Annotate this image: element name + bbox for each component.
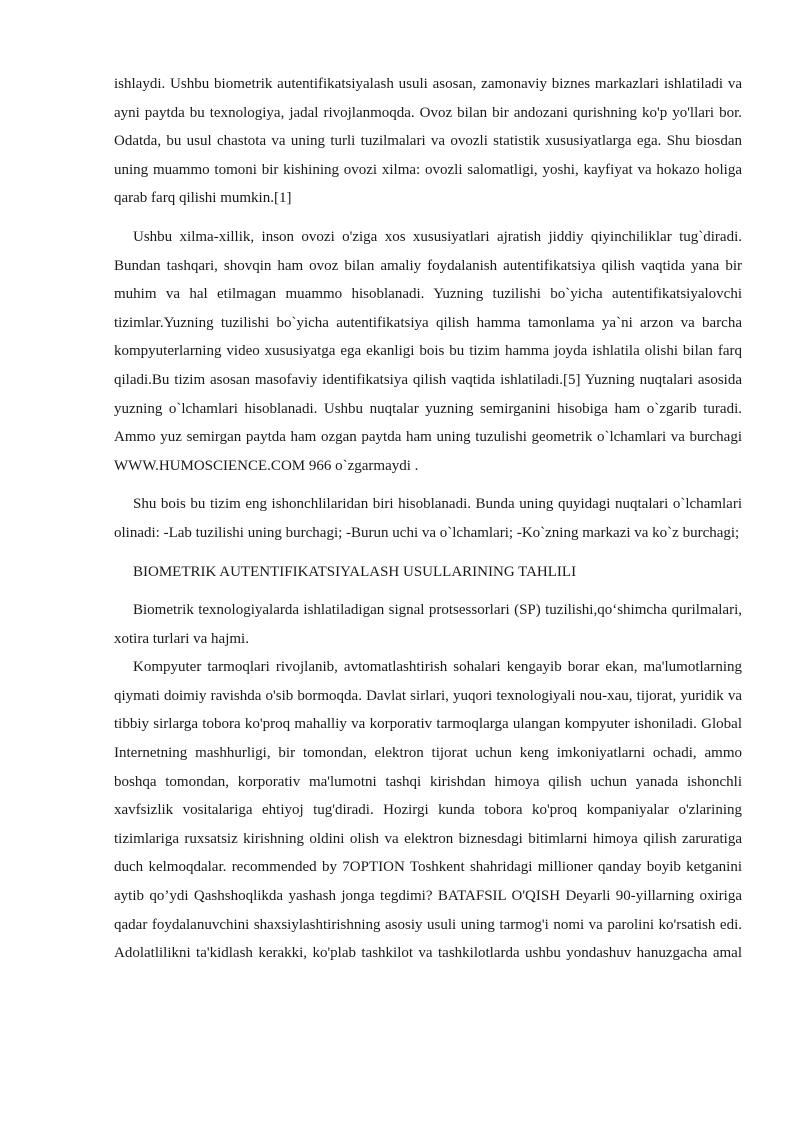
paragraph-signal-processors: Biometrik texnologiyalarda ishlatiladigan signal protsessorlari (SP) tuzilishi,qo‘shimcha qurilmalari, xotira turlari va hajmi. [114,602,742,647]
section-heading: BIOMETRIK AUTENTIFIKATSIYALASH USULLARINING TAHLILI [133,563,577,580]
paragraph-face-points: Shu bois bu tizim eng ishonchlilaridan biri hisoblanadi. Bunda uning quyidagi nuqtalari o`lchamlari olinadi: -Lab tuzilishi uning burchagi; -Burun uchi va o`lchamlari; -Ko`zning markazi va ko`z burchagi; [114,496,742,541]
paragraph-face-recognition: Ushbu xilma-xillik, inson ovozi o'ziga xos xususiyatlari ajratish jiddiy qiyinchiliklar tug`diradi. Bundan tashqari, shovqin ham ovoz bilan amaliy foydalanish autentifikatsiya qilish vaqtida yana bir muhim va hal etilmagan muammo hisoblanadi. Yuzning tuzilishi bo`yicha autentifikatsiyalovchi tizimlar.Yuzning tuzilishi bo`yicha autentifikatsiya qilish hamma tamonlama ya`ni arzon va barcha kompyuterlarning video xususiyatga ega ekanligi bois bu tizim hamma joyda ishlatila olishi bilan farq qiladi.Bu tizim asosan masofaviy identifikatsiya qilish vaqtida ishlatiladi.[5] Yuzning nuqtalari asosida yuzning o`lchamlari hisoblanadi. Ushbu nuqtalar yuzning semirganini hisobiga ham o`zgarib turadi. Ammo yuz semirgan paytda ham ozgan paytda ham uning tuzulishi geometrik o`lchamlari va burchagi WWW.HUMOSCIENCE.COM 966 o`zgarmaydi . [114,228,742,474]
paragraph-voice-biometrics: ishlaydi. Ushbu biometrik autentifikatsiyalash usuli asosan, zamonaviy biznes markazlari ishlatiladi va ayni paytda bu texnologiya, jadal rivojlanmoqda. Ovoz bilan bir andozani qurishning ko'p yo'llari bor. Odatda, bu usul chastota va uning turli tuzilmalari va ovozli statistik xususiyatlarga ega. Shu biosdan uning muammo tomoni bir kishining ovozi xilma: ovozli salomatligi, yoshi, kayfiyat va hokazo holiga qarab farq qilishi mumkin.[1] [114,76,742,207]
document-page [114,70,742,968]
paragraph-computer-networks: Kompyuter tarmoqlari rivojlanib, avtomatlashtirish sohalari kengayib borar ekan, ma'lumotlarning qiymati doimiy ravishda o'sib bormoqda. Davlat sirlari, yuqori texnologiyali nou-xau, tijorat, yuridik va tibbiy sirlarga tobora ko'proq mahalliy va korporativ tarmoqlarga ulangan kompyuter ishoniladi. Global Internetning mashhurligi, bir tomondan, elektron tijorat uchun keng imkoniyatlarni ochadi, ammo boshqa tomondan, korporativ ma'lumotni tashqi kirishdan himoya qilish uchun yanada ishonchli xavfsizlik vositalariga ehtiyoj tug'diradi. Hozirgi kunda tobora ko'proq kompaniyalar o'zlarining tizimlariga ruxsatsiz kirishning oldini olish va elektron biznesdagi bitimlarni himoya qilish zaruratiga duch kelmoqdalar. recommended by 7OPTION Toshkent shahridagi millioner qanday boyib ketganini aytib qo’ydi Qashshoqlikda yashash jonga tegdimi? BATAFSIL O'QISH Deyarli 90-yillarning oxiriga qadar foydalanuvchini shaxsiylashtirishning asosiy usuli uning tarmog'i nomi va parolini ko'rsatish edi. Adolatlilikni ta'kidlash kerakki, ko'plab tashkilot va tashkilotlarda ushbu yondashuv hanuzgacha amal [114,659,742,962]
